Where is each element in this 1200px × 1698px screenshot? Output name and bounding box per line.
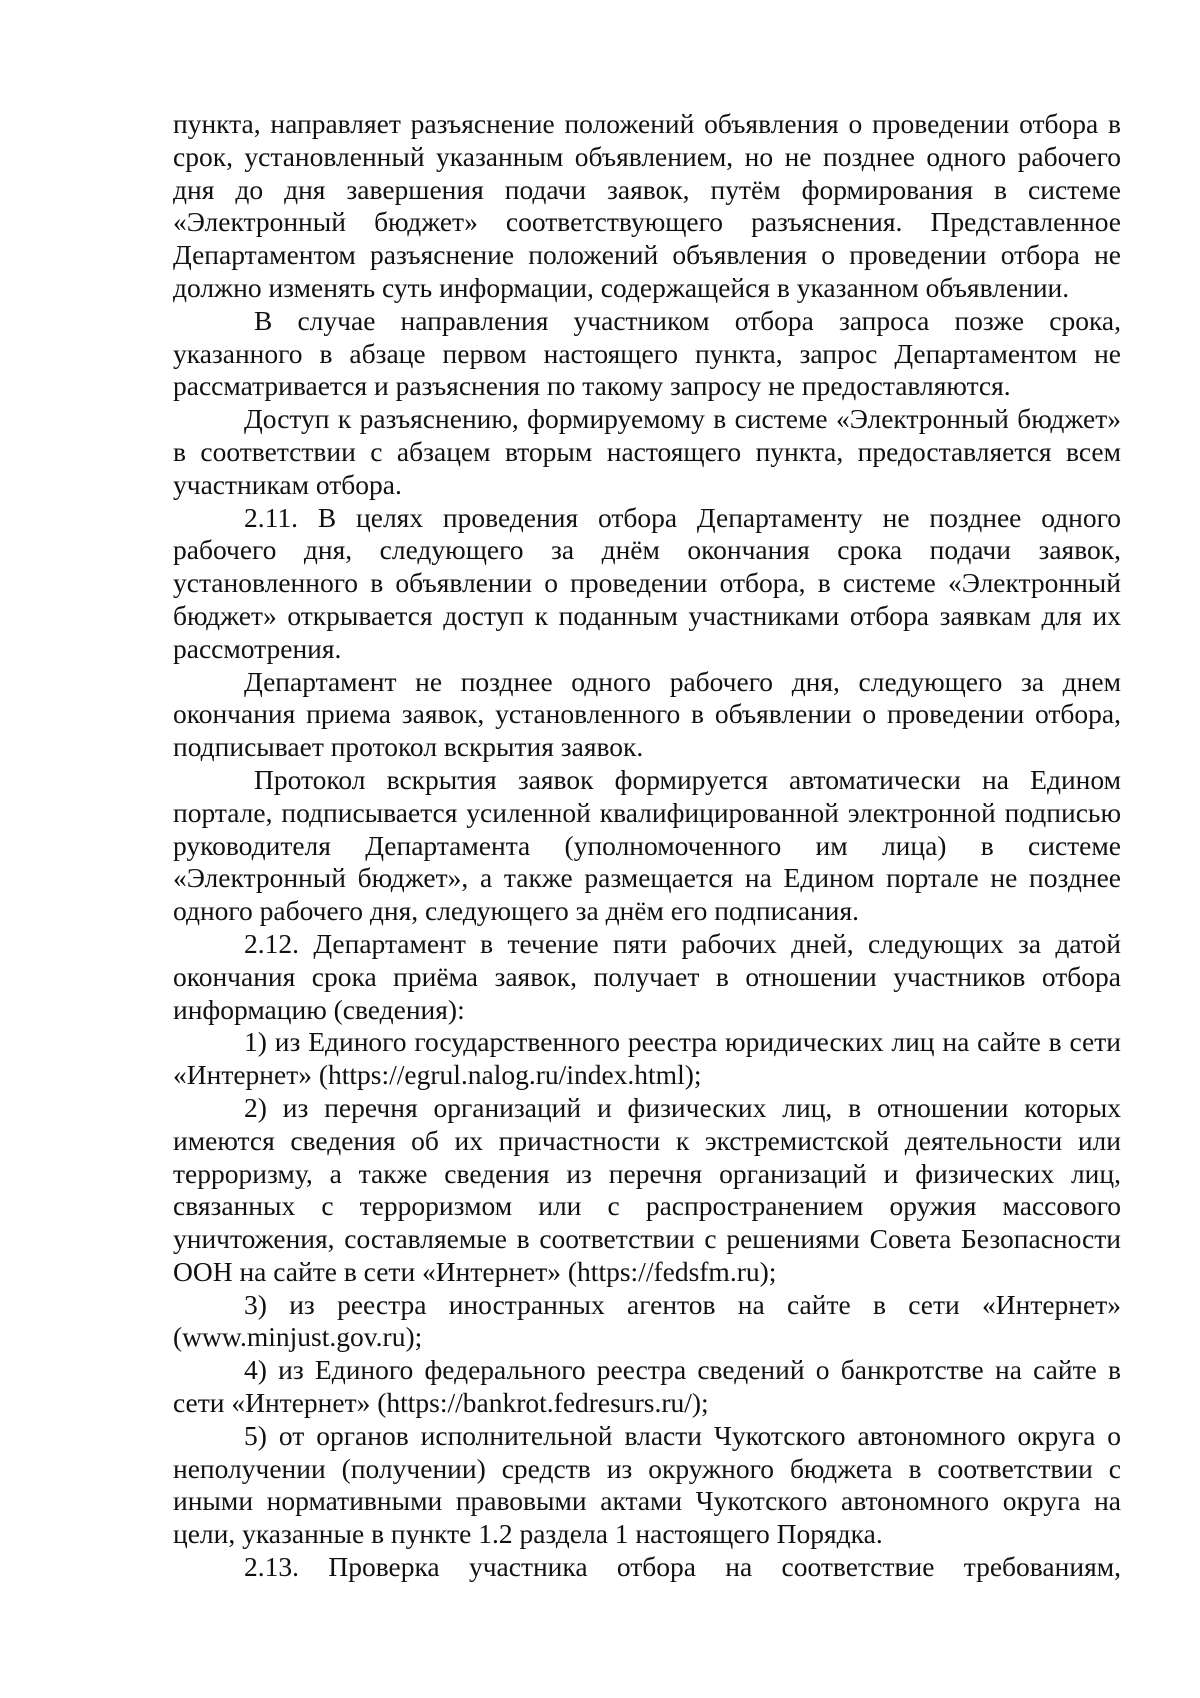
list-item-5: 5) от органов исполнительной власти Чукотского автономного округа о неполучении (получении) средств из окружного бюджета в соответствии с иными нормативными правовыми актами Чукотского автономного округа на цели, указанные в пункте 1.2 раздела 1 настоящего Порядка.	[173, 1419, 1121, 1550]
list-item-4: 4) из Единого федерального реестра сведений о банкротстве на сайте в сети «Интернет» (https://bankrot.fedresurs.ru/);	[173, 1354, 1121, 1419]
paragraph-opening-protocol-formation: Протокол вскрытия заявок формируется автоматически на Едином портале, подписывается усиленной квалифицированной электронной подписью руководителя Департамента (уполномоченного им лица) в системе «Электронный бюджет», а также размещается на Едином портале не позднее одного рабочего дня, следующего за днём его подписания.	[173, 763, 1121, 927]
paragraph-section-2-12: 2.12. Департамент в течение пяти рабочих дней, следующих за датой окончания срока приёма заявок, получает в отношении участников отбора информацию (сведения):	[173, 927, 1121, 1025]
list-item-2: 2) из перечня организаций и физических лиц, в отношении которых имеются сведения об их причастности к экстремистской деятельности или терроризму, а также сведения из перечня организаций и физических лиц, связанных с терроризмом или с распространением оружия массового уничтожения, составляемые в соответствии с решениями Совета Безопасности ООН на сайте в сети «Интернет» (https://fedsfm.ru);	[173, 1091, 1121, 1287]
paragraph-clarification-deadline: пункта, направляет разъяснение положений объявления о проведении отбора в срок, установленный указанным объявлением, но не позднее одного рабочего дня до дня завершения подачи заявок, путём формирования в системе «Электронный бюджет» соответствующего разъяснения. Представленное Департаментом разъяснение положений объявления о проведении отбора не должно изменять суть информации, содержащейся в указанном объявлении.	[173, 108, 1121, 303]
paragraph-section-2-11: 2.11. В целях проведения отбора Департаменту не позднее одного рабочего дня, следующего за днём окончания срока подачи заявок, установленного в объявлении о проведении отбора, в системе «Электронный бюджет» открывается доступ к поданным участниками отбора заявкам для их рассмотрения.	[173, 501, 1121, 664]
paragraph-late-request: В случае направления участником отбора запроса позже срока, указанного в абзаце первом настоящего пункта, запрос Департаментом не рассматривается и разъяснения по такому запросу не предоставляются.	[173, 304, 1121, 402]
list-item-1: 1) из Единого государственного реестра юридических лиц на сайте в сети «Интернет» (https://egrul.nalog.ru/index.html);	[173, 1026, 1121, 1091]
paragraph-clarification-access: Доступ к разъяснению, формируемому в системе «Электронный бюджет» в соответствии с абзацем вторым настоящего пункта, предоставляется всем участникам отбора.	[173, 403, 1121, 500]
list-item-3: 3) из реестра иностранных агентов на сайте в сети «Интернет» (www.minjust.gov.ru);	[173, 1288, 1121, 1353]
paragraph-section-2-13: 2.13. Проверка участника отбора на соответствие требованиям,	[244, 1551, 1121, 1583]
document-page	[173, 108, 1121, 1584]
paragraph-opening-protocol-signing: Департамент не позднее одного рабочего дня, следующего за днем окончания приема заявок, установленного в объявлении о проведении отбора, подписывает протокол вскрытия заявок.	[173, 665, 1121, 763]
